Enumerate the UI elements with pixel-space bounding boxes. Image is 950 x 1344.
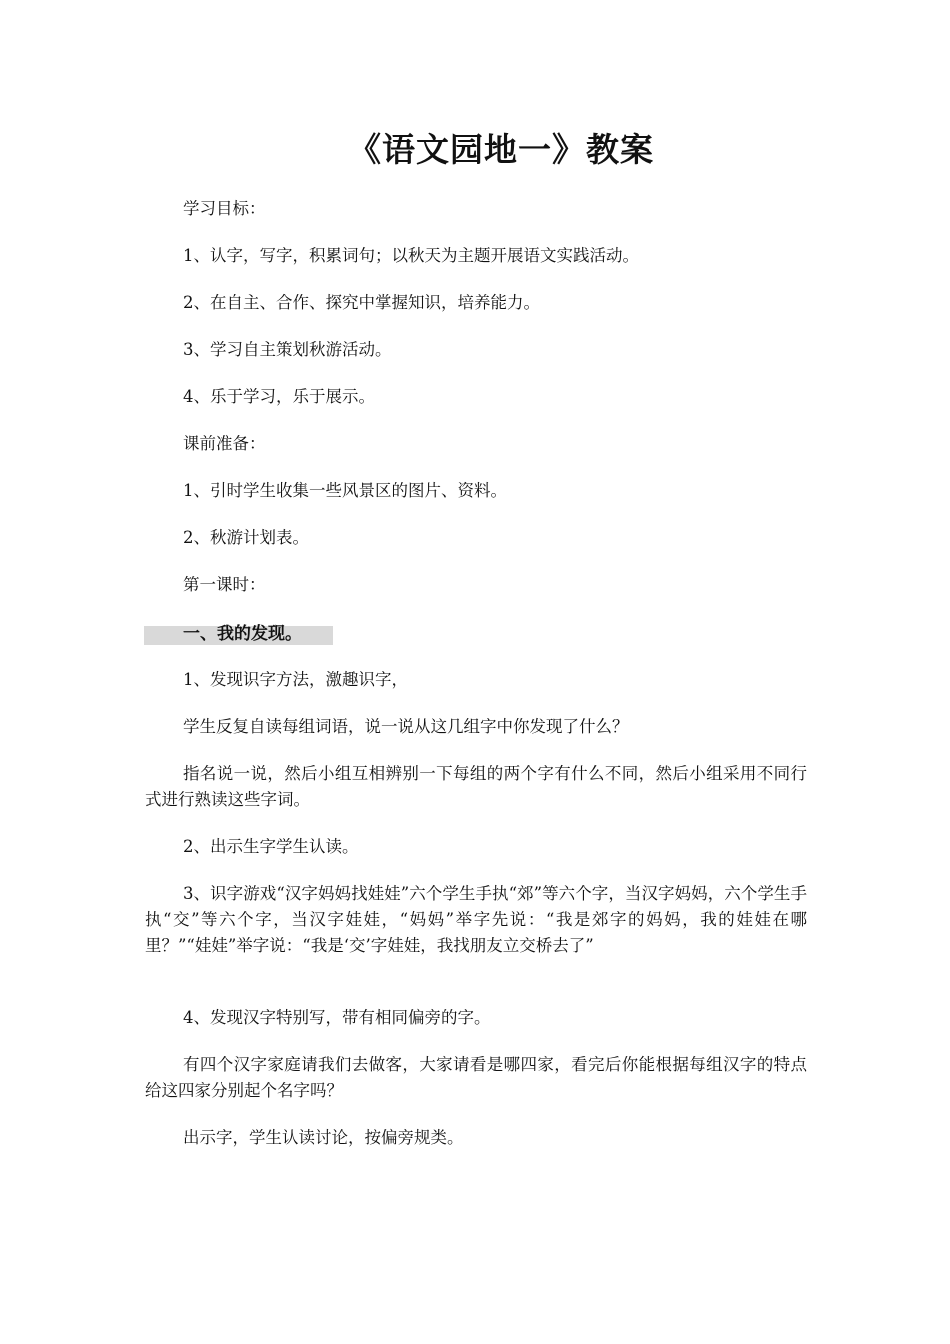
- body-paragraph: 有四个汉字家庭请我们去做客，大家请看是哪四家，看完后你能根据每组汉字的特点给这四家分别起个名字吗？: [145, 1055, 807, 1100]
- body-line: 学生反复自读每组词语，说一说从这几组字中你发现了什么？: [183, 717, 629, 736]
- objective-item: 2、在自主、合作、探究中掌握知识，培养能力。: [183, 293, 540, 312]
- section-heading: 一、我的发现。: [183, 624, 302, 644]
- objective-item: 3、学习自主策划秋游活动。: [183, 340, 392, 359]
- body-line: 2、出示生字学生认读。: [183, 837, 359, 856]
- body-line: 出示字，学生认读讨论，按偏旁规类。: [183, 1128, 464, 1147]
- body-paragraph: 指名说一说，然后小组互相辨别一下每组的两个字有什么不同，然后小组采用不同行式进行熟读这些字词。: [145, 764, 807, 809]
- lesson-label: 第一课时：: [183, 575, 266, 594]
- objectives-label: 学习目标：: [183, 199, 266, 218]
- body-paragraph: 3、识字游戏“汉字妈妈找娃娃”六个学生手执“郊”等六个字，当汉字妈妈，六个学生手执“交”等六个字，当汉字娃娃，“妈妈”举字先说：“我是郊字的妈妈，我的娃娃在哪里？”“娃娃”举字说：“我是‘交’字娃娃，我找朋友立交桥去了”: [145, 884, 807, 955]
- preparation-item: 2、秋游计划表。: [183, 528, 309, 547]
- document-title: 《语文园地一》教案: [348, 130, 654, 169]
- preparation-item: 1、引时学生收集一些风景区的图片、资料。: [183, 481, 507, 500]
- body-line: 1、发现识字方法，激趣识字，: [183, 670, 408, 689]
- body-line: 4、发现汉字特别写，带有相同偏旁的字。: [183, 1008, 491, 1027]
- objective-item: 4、乐于学习，乐于展示。: [183, 387, 375, 406]
- preparation-label: 课前准备：: [183, 434, 266, 453]
- objective-item: 1、认字，写字，积累词句；以秋天为主题开展语文实践活动。: [183, 246, 639, 265]
